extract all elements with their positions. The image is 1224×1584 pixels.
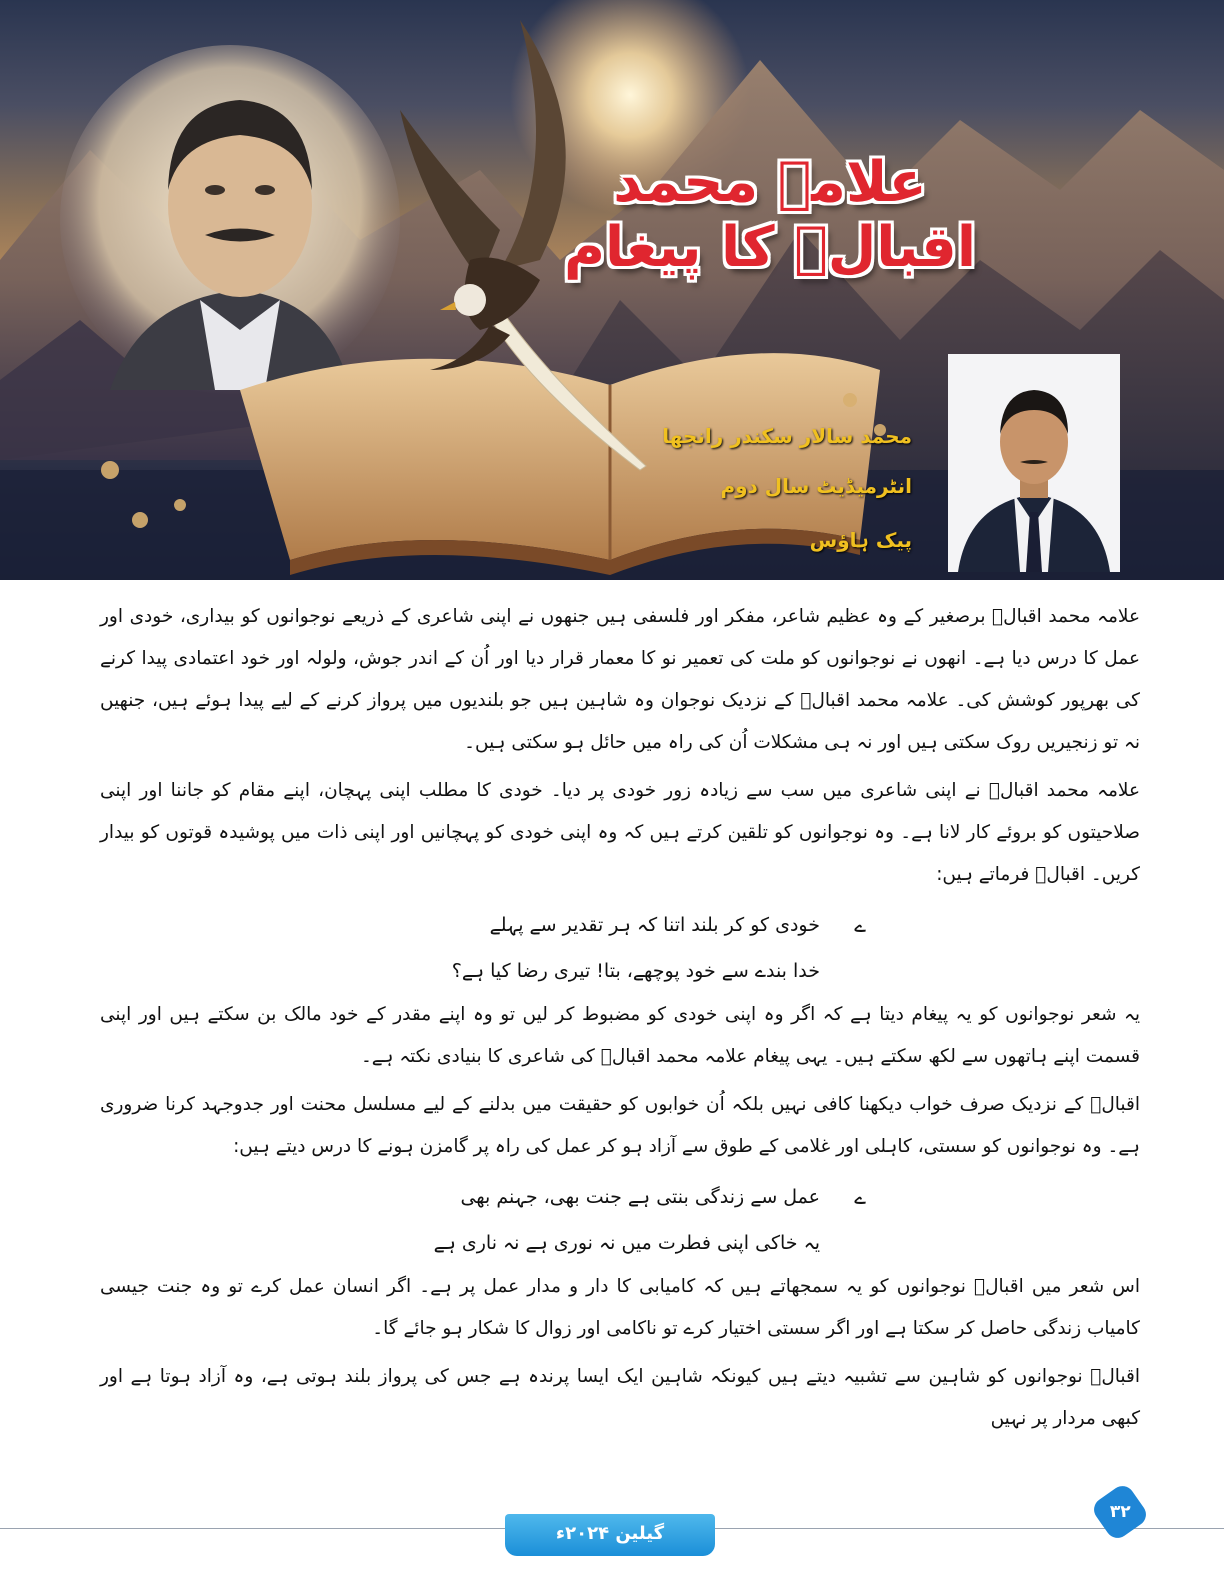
verse-1-line-1: خودی کو کر بلند اتنا کہ ہر تقدیر سے پہلے [489,914,820,936]
paragraph-1: علامہ محمد اقبالؒ برصغیر کے وہ عظیم شاعر، مفکر اور فلسفی ہیں جنھوں نے اپنی شاعری کے ذریعے نوجوانوں کو بیداری، خودی اور عمل کا درس دیا ہے۔ انھوں نے نوجوانوں کو ملت کی تعمیر نو کا معمار قرار دیا اور اُن کے اندر جوش، ولولہ اور خود اعتمادی پیدا کرنے کی بھرپور کوشش کی۔ علامہ محمد اقبالؒ کے نزدیک نوجوان وہ شاہین ہیں جو بلندیوں میں پرواز کرنے کے لیے پیدا ہوئے ہیں، جنھیں نہ تو زنجیریں روک سکتی ہیں اور نہ ہی مشکلات اُن کی راہ میں حائل ہو سکتی ہیں۔ [100,606,1140,753]
page-number-badge [1089,1481,1150,1542]
magazine-name: گیلین ۲۰۲۴ء [505,1514,715,1556]
verse-2 [360,1174,880,1266]
header-banner [0,0,1224,580]
paragraph-3: یہ شعر نوجوانوں کو یہ پیغام دیتا ہے کہ اگر وہ اپنی خودی کو مضبوط کر لیں تو وہ اپنے مقدر کے خود مالک بن سکتے ہیں اور اپنی قسمت اپنے ہاتھوں سے لکھ سکتے ہیں۔ یہی پیغام علامہ محمد اقبالؒ کی شاعری کا بنیادی نکتہ ہے۔ [100,1004,1140,1067]
article-body [100,596,1140,1446]
paragraph-4: اقبالؒ کے نزدیک صرف خواب دیکھنا کافی نہیں بلکہ اُن خوابوں کو حقیقت میں بدلنے کے لیے مسلسل محنت اور جدوجہد کرنا ضروری ہے۔ وہ نوجوانوں کو سستی، کاہلی اور غلامی کے طوق سے آزاد ہو کر عمل کی راہ پر گامزن ہونے کا درس دیتے ہیں: [100,1094,1140,1157]
verse-mark: ے [854,913,866,937]
author-photo [948,354,1120,572]
author-name: محمد سالار سکندر رانجھا [662,424,912,448]
author-class: انٹرمیڈیٹ سال دوم [720,474,912,498]
verse-1-line-2: خدا بندے سے خود پوچھے، بتا! تیری رضا کیا ہے؟ [451,960,820,982]
author-house: پیک ہاؤس [809,528,912,552]
verse-1 [360,902,880,994]
paragraph-5: اس شعر میں اقبالؒ نوجوانوں کو یہ سمجھاتے ہیں کہ کامیابی کا دار و مدار عمل پر ہے۔ اگر انسان عمل کرے تو وہ جنت جیسی کامیاب زندگی حاصل کر سکتا ہے اور اگر سستی اختیار کرے تو ناکامی اور زوال کا شکار ہو جائے گا۔ [100,1276,1140,1339]
verse-2-line-2: یہ خاکی اپنی فطرت میں نہ نوری ہے نہ ناری ہے [433,1232,820,1254]
verse-2-line-1: عمل سے زندگی بنتی ہے جنت بھی، جہنم بھی [460,1186,820,1208]
paragraph-6: اقبالؒ نوجوانوں کو شاہین سے تشبیہ دیتے ہیں کیونکہ شاہین ایک ایسا پرندہ ہے جس کی پرواز بلند ہوتی ہے، وہ آزاد ہوتا ہے اور کبھی مردار پر نہیں [100,1366,1140,1429]
paragraph-2: علامہ محمد اقبالؒ نے اپنی شاعری میں سب سے زیادہ زور خودی پر دیا۔ خودی کا مطلب اپنی پہچان، اپنے مقام کو جاننا اور اپنی صلاحیتوں کو بروئے کار لانا ہے۔ وہ نوجوانوں کو تلقین کرتے ہیں کہ وہ اپنی خودی کو پہچانیں اور اپنی ذات میں پوشیدہ قوتوں کو بیدار کریں۔ اقبالؒ فرماتے ہیں: [100,780,1140,885]
article-title: علامہ محمد اقبالؒ کا پیغام [563,150,977,280]
page-number: ۳۲ [1109,1502,1131,1523]
verse-mark: ے [854,1185,866,1209]
